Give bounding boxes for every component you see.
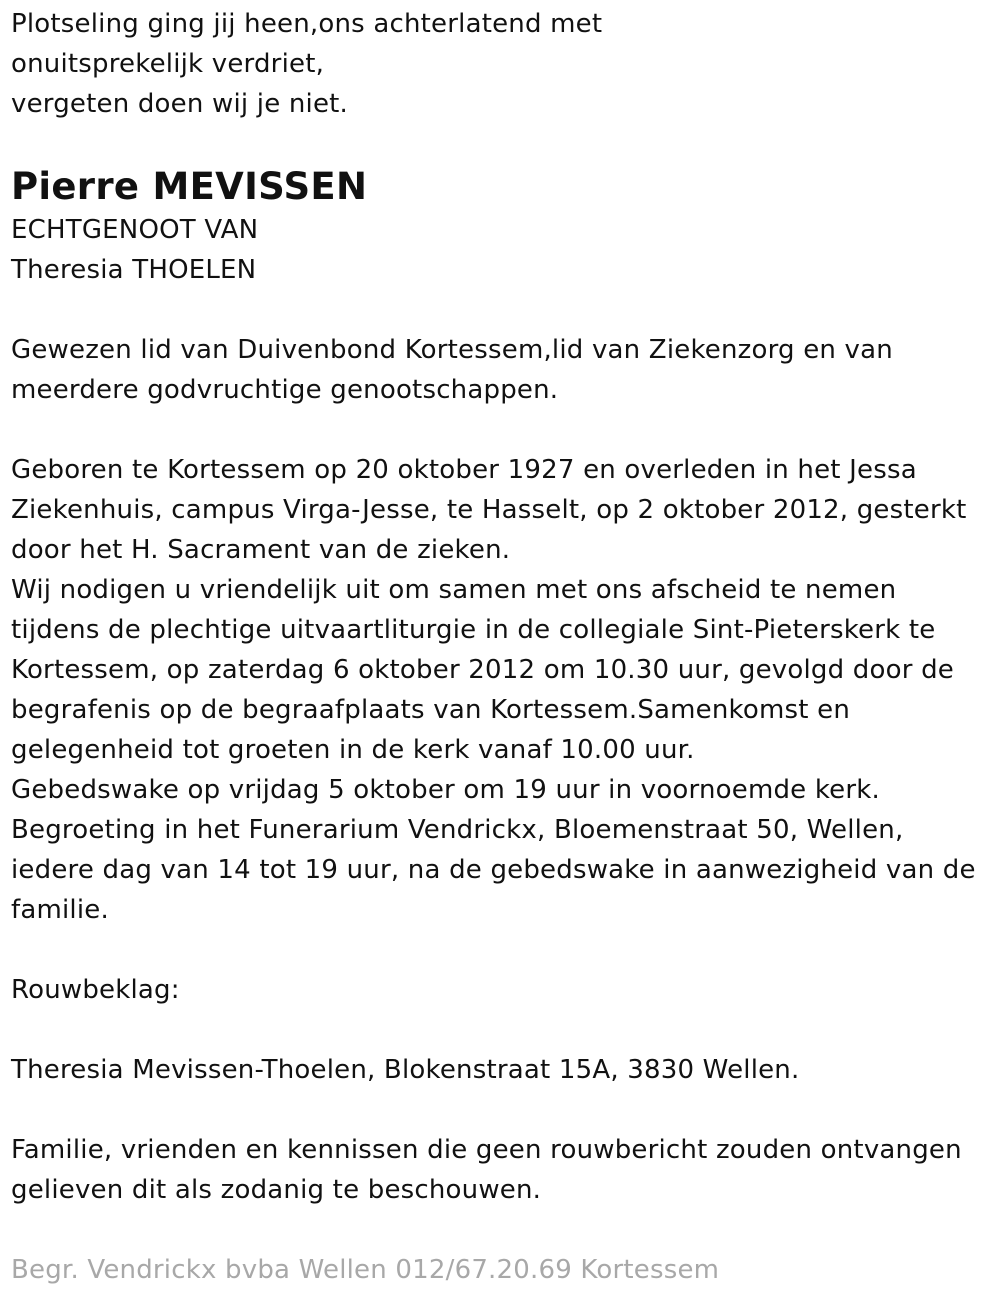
poem-line: Plotseling ging jij heen,ons achterlatend met: [11, 9, 603, 39]
details-line: familie.: [11, 895, 109, 925]
details-line: door het H. Sacrament van de zieken.: [11, 535, 511, 565]
notice-line: gelieven dit als zodanig te beschouwen.: [11, 1175, 542, 1205]
poem: [11, 4, 986, 124]
spacer: [11, 290, 986, 330]
notice-line: Familie, vrienden en kennissen die geen rouwbericht zouden ontvangen: [11, 1135, 962, 1165]
spacer: [11, 410, 986, 450]
spacer: [11, 124, 986, 164]
details-line: begrafenis op de begraafplaats van Kortessem.Samenkomst en: [11, 695, 851, 725]
obituary-notice: [11, 4, 986, 1290]
details-line: Wij nodigen u vriendelijk uit om samen met ons afscheid te nemen: [11, 575, 897, 605]
spacer: [11, 1210, 986, 1250]
details-line: Ziekenhuis, campus Virga-Jesse, te Hasselt, op 2 oktober 2012, gesterkt: [11, 495, 967, 525]
poem-line: onuitsprekelijk verdriet,: [11, 49, 325, 79]
details-line: Kortessem, op zaterdag 6 oktober 2012 om 10.30 uur, gevolgd door de: [11, 655, 954, 685]
details-line: iedere dag van 14 tot 19 uur, na de gebedswake in aanwezigheid van de: [11, 855, 976, 885]
details-line: Begroeting in het Funerarium Vendrickx, Bloemenstraat 50, Wellen,: [11, 815, 904, 845]
condolences-address: Theresia Mevissen-Thoelen, Blokenstraat 15A, 3830 Wellen.: [11, 1055, 800, 1085]
spacer: [11, 1090, 986, 1130]
condolences-label: Rouwbeklag:: [11, 975, 180, 1005]
details-line: Gebedswake op vrijdag 5 oktober om 19 uur in voornoemde kerk.: [11, 775, 880, 805]
funeral-home-footer: Begr. Vendrickx bvba Wellen 012/67.20.69 Kortessem: [11, 1255, 720, 1285]
details-line: tijdens de plechtige uitvaartliturgie in de collegiale Sint-Pieterskerk te: [11, 615, 936, 645]
poem-line: vergeten doen wij je niet.: [11, 89, 349, 119]
spacer: [11, 930, 986, 970]
notice-paragraph: [11, 1130, 986, 1210]
spouse-name: Theresia THOELEN: [11, 255, 257, 285]
spacer: [11, 1010, 986, 1050]
details-paragraph: [11, 450, 986, 930]
relation-label: ECHTGENOOT VAN: [11, 215, 259, 245]
membership-line: Gewezen lid van Duivenbond Kortessem,lid van Ziekenzorg en van: [11, 335, 893, 365]
deceased-name: Pierre MEVISSEN: [11, 165, 368, 208]
membership-line: meerdere godvruchtige genootschappen.: [11, 375, 559, 405]
details-line: gelegenheid tot groeten in de kerk vanaf 10.00 uur.: [11, 735, 695, 765]
details-line: Geboren te Kortessem op 20 oktober 1927 en overleden in het Jessa: [11, 455, 917, 485]
membership-paragraph: [11, 330, 986, 410]
deceased-block: [11, 164, 986, 290]
